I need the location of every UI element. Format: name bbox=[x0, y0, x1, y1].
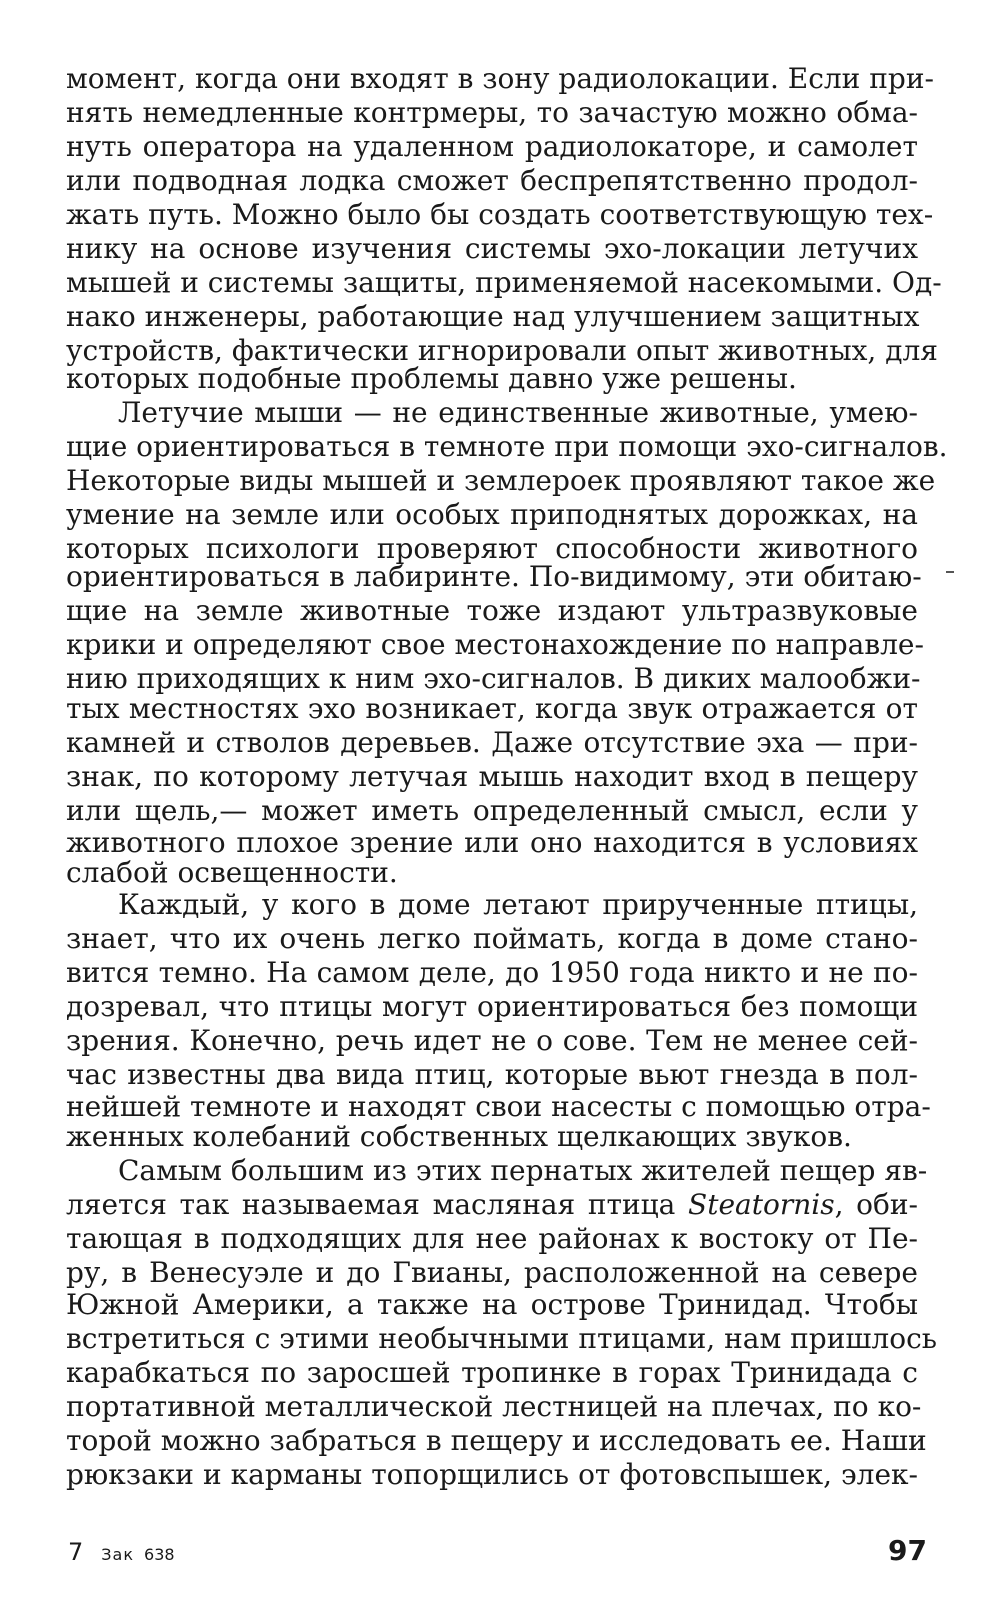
text-line: вится темно. На самом деле, до 1950 года никто и не по- bbox=[66, 956, 918, 989]
signature-number: 7 bbox=[68, 1538, 84, 1566]
text-line: нейшей темноте и находят свои насесты с помощью отра- bbox=[66, 1090, 931, 1123]
text-line: час известны два вида птиц, которые вьют гнезда в пол- bbox=[66, 1058, 918, 1091]
text-line: умение на земле или особых приподнятых дорожках, на bbox=[66, 498, 918, 531]
order-number: 638 bbox=[144, 1545, 175, 1564]
text-line: Самым большим из этих пернатых жителей пещер яв- bbox=[118, 1154, 928, 1187]
page-number: 97 bbox=[888, 1534, 927, 1567]
text-line: камней и стволов деревьев. Даже отсутствие эха — при- bbox=[66, 726, 918, 759]
printer-signature bbox=[68, 1538, 175, 1566]
text-line: щие на земле животные тоже издают ультразвуковые bbox=[66, 594, 918, 627]
text-line: тающая в подходящих для нее районах к востоку от Пе- bbox=[66, 1222, 918, 1255]
text-line: крики и определяют свое местонахождение по направле- bbox=[66, 628, 924, 661]
text-line: женных колебаний собственных щелкающих звуков. bbox=[66, 1120, 852, 1153]
text-line: жать путь. Можно было бы создать соответствующую тех- bbox=[66, 198, 934, 231]
text-line: щие ориентироваться в темноте при помощи эхо-сигналов. bbox=[66, 430, 948, 463]
text-line: Каждый, у кого в доме летают прирученные птицы, bbox=[118, 888, 918, 921]
text-line: нуть оператора на удаленном радиолокаторе, и самолет bbox=[66, 130, 918, 163]
text-line: слабой освещенности. bbox=[66, 856, 398, 889]
text-line: животного плохое зрение или оно находится в условиях bbox=[66, 826, 918, 859]
text-line: ру, в Венесуэле и до Гвианы, расположенной на севере bbox=[66, 1256, 918, 1289]
text-line: торой можно забраться в пещеру и исследовать ее. Наши bbox=[66, 1424, 927, 1457]
text-line: портативной металлической лестницей на плечах, по ко- bbox=[66, 1390, 922, 1423]
text-line: нако инженеры, работающие над улучшением защитных bbox=[66, 300, 920, 333]
text-segment: , оби- bbox=[834, 1188, 919, 1221]
text-line: Некоторые виды мышей и землероек проявляют такое же bbox=[66, 464, 936, 497]
text-line: рюкзаки и карманы топорщились от фотовспышек, элек- bbox=[66, 1458, 918, 1491]
text-line: зрения. Конечно, речь идет не о сове. Тем не менее сей- bbox=[66, 1024, 918, 1057]
text-line: ориентироваться в лабиринте. По-видимому, эти обитаю- bbox=[66, 560, 922, 593]
text-line: знает, что их очень легко поймать, когда в доме стано- bbox=[66, 922, 918, 955]
text-line: встретиться с этими необычными птицами, нам пришлось bbox=[66, 1322, 937, 1355]
text-line: дозревал, что птицы могут ориентироваться без помощи bbox=[66, 990, 918, 1023]
text-line: тых местностях эхо возникает, когда звук отражается от bbox=[66, 692, 918, 725]
text-line: или подводная лодка сможет беспрепятственно продол- bbox=[66, 164, 918, 197]
text-line: мышей и системы защиты, применяемой насекомыми. Од- bbox=[66, 266, 942, 299]
margin-dash bbox=[946, 571, 954, 573]
text-line: нию приходящих к ним эхо-сигналов. В диких малообжи- bbox=[66, 662, 921, 695]
text-line: момент, когда они входят в зону радиолокации. Если при- bbox=[66, 62, 934, 95]
text-line: которых подобные проблемы давно уже решены. bbox=[66, 362, 797, 395]
text-line: или щель,— может иметь определенный смысл, если у bbox=[66, 794, 918, 827]
text-line: нять немедленные контрмеры, то зачастую можно обма- bbox=[66, 96, 918, 129]
text-line: Летучие мыши — не единственные животные, умею- bbox=[118, 396, 918, 429]
text-line-mixed bbox=[66, 1188, 918, 1222]
italic-genus-name: Steatornis bbox=[688, 1188, 835, 1221]
text-line: Южной Америки, а также на острове Тринидад. Чтобы bbox=[66, 1288, 918, 1321]
text-line: знак, по которому летучая мышь находит вход в пещеру bbox=[66, 760, 918, 793]
order-label: Зак bbox=[101, 1545, 135, 1564]
text-line: карабкаться по заросшей тропинке в горах Тринидада с bbox=[66, 1356, 918, 1389]
text-line: которых психологи проверяют способности животного bbox=[66, 532, 918, 565]
text-segment: ляется так называемая масляная птица bbox=[66, 1188, 689, 1221]
text-line: нику на основе изучения системы эхо-локации летучих bbox=[66, 232, 918, 265]
text-line: устройств, фактически игнорировали опыт животных, для bbox=[66, 334, 938, 367]
